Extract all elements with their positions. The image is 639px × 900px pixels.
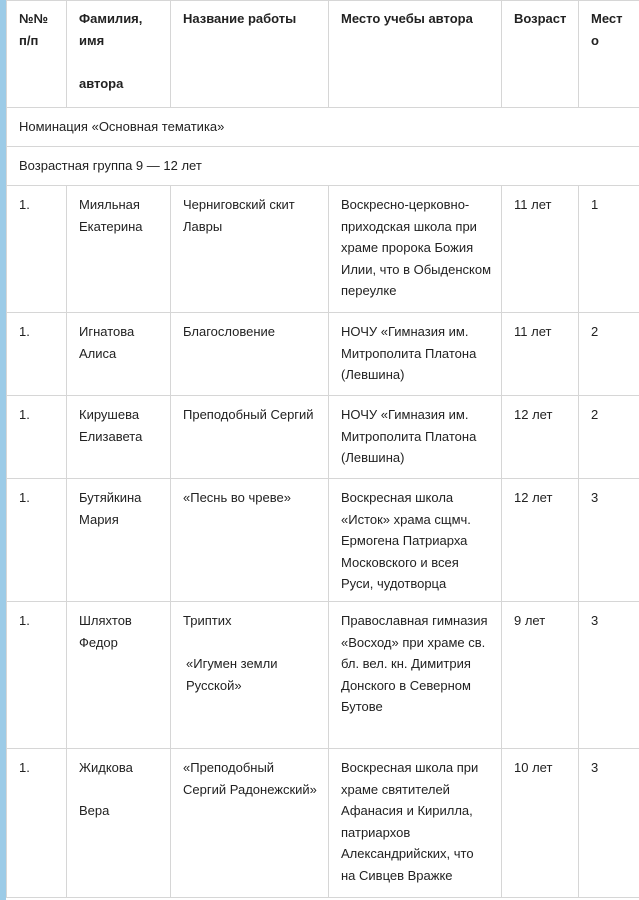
- cell-school: Воскресная школа «Исток» храма сщмч. Ермогена Патриарха Московского и всея Руси, чудотворца: [329, 479, 502, 602]
- cell-age: 10 лет: [502, 749, 579, 898]
- age-group-title: Возрастная группа 9 — 12 лет: [7, 147, 639, 186]
- cell-name: Бутяйкина Мария: [67, 479, 171, 602]
- work-title-line: Триптих: [183, 613, 232, 628]
- cell-school: Воскресная школа при храме святителей Афанасия и Кирилла, патриархов Александрийских, что на Сивцев Вражке: [329, 749, 502, 898]
- cell-age: 11 лет: [502, 313, 579, 396]
- cell-number: 1.: [7, 396, 67, 479]
- cell-name: Кирушева Елизавета: [67, 396, 171, 479]
- work-subtitle-line: «Игумен земли Русской»: [186, 656, 278, 693]
- table-row: [7, 602, 639, 749]
- cell-work: «Песнь во чреве»: [171, 479, 329, 602]
- cell-number: 1.: [7, 313, 67, 396]
- cell-school: Воскресно-церковно-приходская школа при храме пророка Божия Илии, что в Обыденском переулке: [329, 186, 502, 313]
- table-row: [7, 313, 639, 396]
- header-age: Возраст: [502, 1, 579, 108]
- header-work: Название работы: [171, 1, 329, 108]
- cell-name: Игнатова Алиса: [67, 313, 171, 396]
- cell-place: 3: [579, 602, 639, 749]
- cell-place: 3: [579, 749, 639, 898]
- table-row: [7, 186, 639, 313]
- nomination-title: Номинация «Основная тематика»: [7, 108, 639, 147]
- cell-age: 9 лет: [502, 602, 579, 749]
- cell-age: 12 лет: [502, 479, 579, 602]
- cell-work: Преподобный Сергий: [171, 396, 329, 479]
- cell-number: 1.: [7, 186, 67, 313]
- cell-number: 1.: [7, 749, 67, 898]
- cell-age: 11 лет: [502, 186, 579, 313]
- cell-work: Черниговский скит Лавры: [171, 186, 329, 313]
- cell-age: 12 лет: [502, 396, 579, 479]
- header-number: №№ п/п: [7, 1, 67, 108]
- header-school: Место учебы автора: [329, 1, 502, 108]
- table-row: [7, 479, 639, 602]
- table-row: [7, 396, 639, 479]
- cell-place: 2: [579, 396, 639, 479]
- results-table: [6, 0, 639, 898]
- cell-name: [67, 749, 171, 898]
- cell-name: Шляхтов Федор: [67, 602, 171, 749]
- nomination-row: [7, 108, 639, 147]
- cell-number: 1.: [7, 479, 67, 602]
- cell-name: Мияльная Екатерина: [67, 186, 171, 313]
- cell-number: 1.: [7, 602, 67, 749]
- cell-place: 3: [579, 479, 639, 602]
- table-row: [7, 749, 639, 898]
- surname-line: Жидкова: [79, 760, 133, 775]
- cell-school: НОЧУ «Гимназия им. Митрополита Платона (Левшина): [329, 313, 502, 396]
- firstname-line: Вера: [79, 803, 110, 818]
- age-group-row: [7, 147, 639, 186]
- cell-work: Благословение: [171, 313, 329, 396]
- header-name: Фамилия, имя автора: [67, 1, 171, 108]
- header-place: Место: [579, 1, 639, 108]
- cell-place: 2: [579, 313, 639, 396]
- table-header-row: [7, 1, 639, 108]
- cell-place: 1: [579, 186, 639, 313]
- cell-school: Православная гимназия «Восход» при храме св. бл. вел. кн. Димитрия Донского в Северном Бутове: [329, 602, 502, 749]
- cell-work: [171, 602, 329, 749]
- cell-school: НОЧУ «Гимназия им. Митрополита Платона (Левшина): [329, 396, 502, 479]
- cell-work: «Преподобный Сергий Радонежский»: [171, 749, 329, 898]
